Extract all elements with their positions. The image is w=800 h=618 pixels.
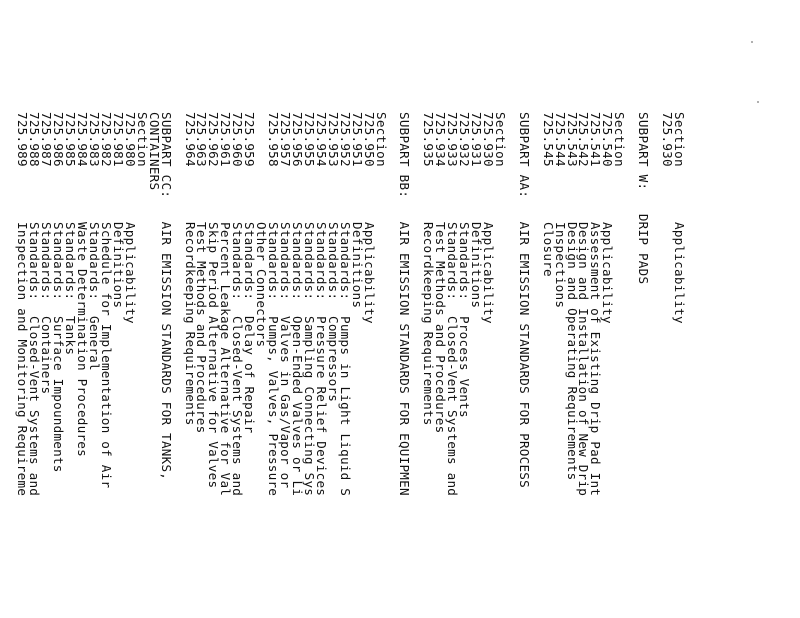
section-title: Definitions bbox=[349, 222, 365, 309]
section-title: Standards: Closed-Vent Systems and bbox=[445, 222, 461, 497]
section-number: 725.983 bbox=[87, 112, 103, 167]
section-title: Inspection and Monitoring Requireme bbox=[15, 222, 31, 497]
column-header-section: Section bbox=[612, 112, 628, 167]
subpart-title: SUBPART W: DRIP PADS bbox=[636, 112, 652, 285]
section-title: Standards: Closed-Vent Systems and bbox=[230, 222, 246, 497]
subpart-title-cont: CONTAINERS bbox=[146, 112, 162, 191]
column-header-section: Section bbox=[134, 112, 150, 167]
section-number: 725.962 bbox=[206, 112, 222, 167]
section-number: 725.934 bbox=[433, 112, 449, 167]
section-number: 725.959 bbox=[242, 112, 258, 167]
subpart-heading bbox=[636, 112, 652, 496]
section-number: 725.984 bbox=[75, 112, 91, 167]
section-number: 725.985 bbox=[63, 112, 79, 167]
section-number: 725.963 bbox=[194, 112, 210, 167]
section-number: 725.930 bbox=[660, 112, 676, 167]
section-number: 725.957 bbox=[278, 112, 294, 167]
section-title: Definitions bbox=[110, 222, 126, 309]
section-number: 725.960 bbox=[230, 112, 246, 167]
section-title: Recordkeeping Requirements bbox=[182, 222, 198, 426]
section-number: 725.545 bbox=[540, 112, 556, 167]
section-title: Standards: Surface Impoundments bbox=[51, 222, 67, 473]
section-title: Standards: Compressors bbox=[325, 222, 341, 403]
section-number: 725.541 bbox=[588, 112, 604, 167]
section-title: Applicability bbox=[361, 222, 377, 324]
column-header-title: Applicability bbox=[672, 222, 687, 324]
subpart-heading bbox=[399, 112, 411, 496]
section-title: Schedule for Implementation of Air bbox=[99, 222, 114, 489]
section-number: 725.987 bbox=[39, 112, 55, 167]
section-title: Standards: Sampling Connecting Sys bbox=[301, 222, 317, 497]
section-number: 725.540 bbox=[600, 112, 616, 167]
section-number: 725.964 bbox=[182, 112, 198, 167]
section-number: 725.950 bbox=[361, 112, 377, 167]
section-title: Standards: Pumps in Light Liquid S bbox=[337, 222, 353, 497]
section-number: 725.981 bbox=[110, 112, 126, 167]
section-title: Standards: Delay of Repair bbox=[242, 222, 258, 434]
section-title: Waste Determination Procedures bbox=[75, 222, 91, 457]
section-title: Applicability bbox=[600, 222, 616, 324]
section-title: Percent Leakage Alternative for Val bbox=[218, 222, 234, 497]
section-number: 725.542 bbox=[576, 112, 592, 167]
subpart-title: SUBPART AA: AIR EMISSION STANDARDS FOR PROCESS bbox=[516, 112, 532, 488]
section-number: 725.954 bbox=[313, 112, 329, 167]
scan-speck bbox=[751, 41, 753, 43]
section-number: 725.980 bbox=[122, 112, 138, 167]
section-title: Skip Period Alternative for Valves bbox=[206, 222, 222, 489]
section-number: 725.986 bbox=[51, 112, 67, 167]
section-title: Standards: Pressure Relief Devices bbox=[313, 222, 329, 497]
section-title: Standards: General bbox=[87, 222, 103, 371]
toc-row bbox=[17, 112, 29, 496]
section-title: Inspections bbox=[552, 222, 568, 309]
section-number: 725.935 bbox=[421, 112, 437, 167]
section-number: 725.982 bbox=[99, 112, 114, 167]
section-title: Standards: Valves in Gas/Vapor or bbox=[278, 222, 294, 489]
section-number: 725.931 bbox=[469, 112, 485, 167]
section-number: 725.961 bbox=[218, 112, 234, 167]
subpart-title: SUBPART CC: AIR EMISSION STANDARDS FOR TANKS, bbox=[158, 112, 174, 481]
column-header-section: Section bbox=[492, 112, 508, 167]
section-number: 725.951 bbox=[349, 112, 365, 167]
toc-row bbox=[421, 112, 437, 496]
section-title: Applicability bbox=[122, 222, 138, 324]
scan-speck bbox=[757, 101, 759, 103]
section-number: 725.930 bbox=[481, 112, 496, 167]
section-title: Standards: Open-Ended Valves or Li bbox=[290, 222, 305, 497]
header-row bbox=[673, 112, 685, 496]
section-title: Test Methods and Procedures bbox=[433, 222, 449, 434]
section-number: 725.953 bbox=[325, 112, 341, 167]
section-title: Standards: Tanks bbox=[63, 222, 79, 356]
section-title: Applicability bbox=[481, 222, 496, 324]
section-title: Other Connectors bbox=[254, 222, 270, 348]
section-title: Closure bbox=[540, 222, 556, 277]
section-title: Standards: Pumps, Valves, Pressure bbox=[266, 222, 282, 497]
section-title: Standards: Closed-Vent Systems and bbox=[27, 222, 43, 497]
section-title: Standards: Process Vents bbox=[457, 222, 473, 418]
table-of-contents bbox=[17, 112, 686, 496]
section-number: 725.544 bbox=[552, 112, 568, 167]
section-number: 725.543 bbox=[564, 112, 580, 167]
column-header-section: Section bbox=[373, 112, 389, 167]
section-title: Test Methods and Procedures bbox=[194, 222, 210, 434]
subpart-title: SUBPART BB: AIR EMISSION STANDARDS FOR EQUIPMEN bbox=[397, 112, 413, 496]
subpart-heading bbox=[518, 112, 530, 496]
section-number: 725.958 bbox=[266, 112, 282, 167]
column-header-section: Section bbox=[672, 112, 687, 167]
section-title: Standards: Containers bbox=[39, 222, 55, 395]
section-number: 725.952 bbox=[337, 112, 353, 167]
section-number: 725.988 bbox=[27, 112, 43, 167]
section-number: 725.933 bbox=[445, 112, 461, 167]
section-number: 725.955 bbox=[301, 112, 317, 167]
section-title: Design and Operating Requirements bbox=[564, 222, 580, 481]
section-title: Recordkeeping Requirements bbox=[421, 222, 437, 426]
section-number: 725.932 bbox=[457, 112, 473, 167]
toc-row bbox=[184, 112, 196, 496]
section-title: Design and Installation of New Drip bbox=[576, 222, 592, 497]
section-title: Definitions bbox=[469, 222, 485, 309]
section-title: Assessment of Existing Drip Pad Int bbox=[588, 222, 604, 497]
section-number: 725.956 bbox=[290, 112, 305, 167]
section-number: 725.989 bbox=[15, 112, 31, 167]
